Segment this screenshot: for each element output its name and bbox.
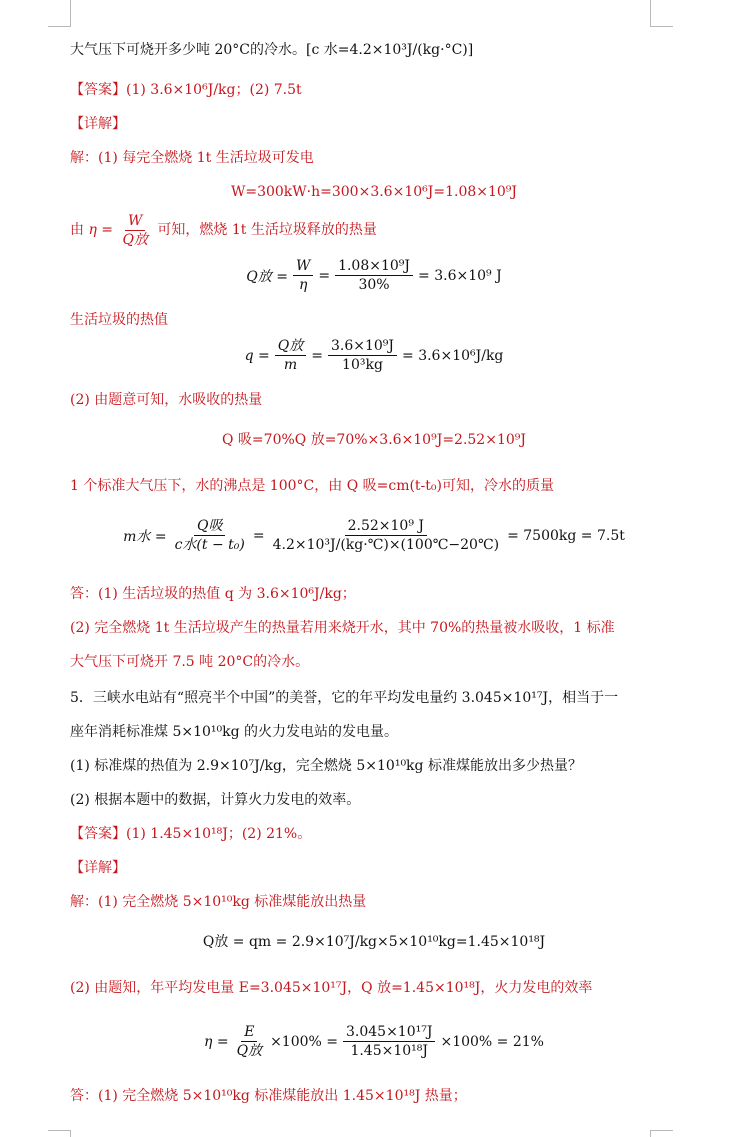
efficiency-formula-line [70, 212, 377, 248]
answer-label-2: 【答案】 [70, 826, 126, 842]
conclusion-line-3: 大气压下可烧开 7.5 吨 20°C的冷水。 [70, 654, 310, 670]
efficiency-suffix: 可知，燃烧 1t 生活垃圾释放的热量 [157, 222, 377, 238]
corner-mark-top-right [650, 0, 673, 27]
detail-heading-1: 【详解】 [70, 116, 126, 132]
conclusion-line-2: (2) 完全燃烧 1t 生活垃圾产生的热量若用来烧开水，其中 70%的热量被水吸收，1 标准 [70, 620, 615, 636]
conclusion-q5: 答：(1) 完全燃烧 5×10¹⁰kg 标准煤能放出 1.45×10¹⁸J 热量； [70, 1088, 467, 1104]
solution-step-q5-1: 解：(1) 完全燃烧 5×10¹⁰kg 标准煤能放出热量 [70, 894, 367, 910]
efficiency-prefix: 由 [70, 222, 84, 238]
question-5-part-1: (1) 标准煤的热值为 2.9×10⁷J/kg，完全燃烧 5×10¹⁰kg 标准煤能放出多少热量？ [70, 758, 582, 774]
answer-line-2 [70, 824, 311, 844]
question-tail: 大气压下可烧开多少吨 20°C的冷水。[c 水=4.2×10³J/(kg·°C)] [70, 42, 474, 58]
detail-heading-2: 【详解】 [70, 860, 126, 876]
conclusion-line-1: 答：(1) 生活垃圾的热值 q 为 3.6×10⁶J/kg； [70, 586, 356, 602]
corner-mark-top-left [48, 0, 71, 27]
equation-work: W=300kW·h=300×3.6×10⁶J=1.08×10⁹J [230, 184, 518, 200]
solution-step-q5-2: (2) 由题知，年平均发电量 E=3.045×10¹⁷J，Q 放=1.45×10¹⁸J，火力发电的效率 [70, 980, 593, 996]
question-5-line-1: 5．三峡水电站有“照亮半个中国”的美誉，它的年平均发电量约 3.045×10¹⁷J，相当于一 [70, 690, 619, 706]
solution-step-2: (2) 由题意可知，水吸收的热量 [70, 392, 263, 408]
equation-water-mass: m水 = $\frac{\text{Q吸}}{\text{c水(t − t₀)}}$ = $\frac{\text{2.52×10⁹ J}}{\text{4.2×10³J/(kg·℃)×(100℃−20℃)}}$ = 7500kg = 7.5t [123, 518, 625, 553]
fraction-w-over-q: $\frac{W}{\text{Q放}}$ [122, 212, 148, 248]
equation-heat-absorbed: Q 吸=70%Q 放=70%×3.6×10⁹J=2.52×10⁹J [222, 432, 526, 448]
boiling-point-line: 1 个标准大气压下，水的沸点是 100°C，由 Q 吸=cm(t-t₀)可知，冷水的质量 [70, 478, 554, 494]
equation-efficiency: η = $\frac{E}{\text{Q放}}$ ×100% = $\frac{\text{3.045×10¹⁷J}}{\text{1.45×10¹⁸J}}$ ×100% = 21% [204, 1024, 544, 1059]
eta-symbol: η = [88, 222, 114, 238]
question-5-line-2: 座年消耗标准煤 5×10¹⁰kg 的火力发电站的发电量。 [70, 724, 399, 740]
answer-label: 【答案】 [70, 82, 126, 98]
calorific-value-heading: 生活垃圾的热值 [70, 312, 168, 328]
equation-coal-heat: Q放 = qm = 2.9×10⁷J/kg×5×10¹⁰kg=1.45×10¹⁸J [202, 934, 546, 950]
equation-heat-released: Q放 = $\frac{W}{\eta}$ = $\frac{\text{1.08×10⁹J}}{30\%}$ = 3.6×10⁹ J [246, 258, 502, 293]
question-5-part-2: (2) 根据本题中的数据，计算火力发电的效率。 [70, 792, 361, 808]
equation-calorific-value: q = $\frac{\text{Q放}}{m}$ = $\frac{\text{3.6×10⁹J}}{\text{10³kg}}$ = 3.6×10⁶J/kg [244, 338, 504, 373]
solution-step-1: 解：(1) 每完全燃烧 1t 生活垃圾可发电 [70, 150, 314, 166]
answer-text-2: (1) 1.45×10¹⁸J；(2) 21%。 [126, 826, 312, 842]
answer-line-1 [70, 80, 302, 100]
answer-text: (1) 3.6×10⁶J/kg；(2) 7.5t [126, 82, 302, 98]
